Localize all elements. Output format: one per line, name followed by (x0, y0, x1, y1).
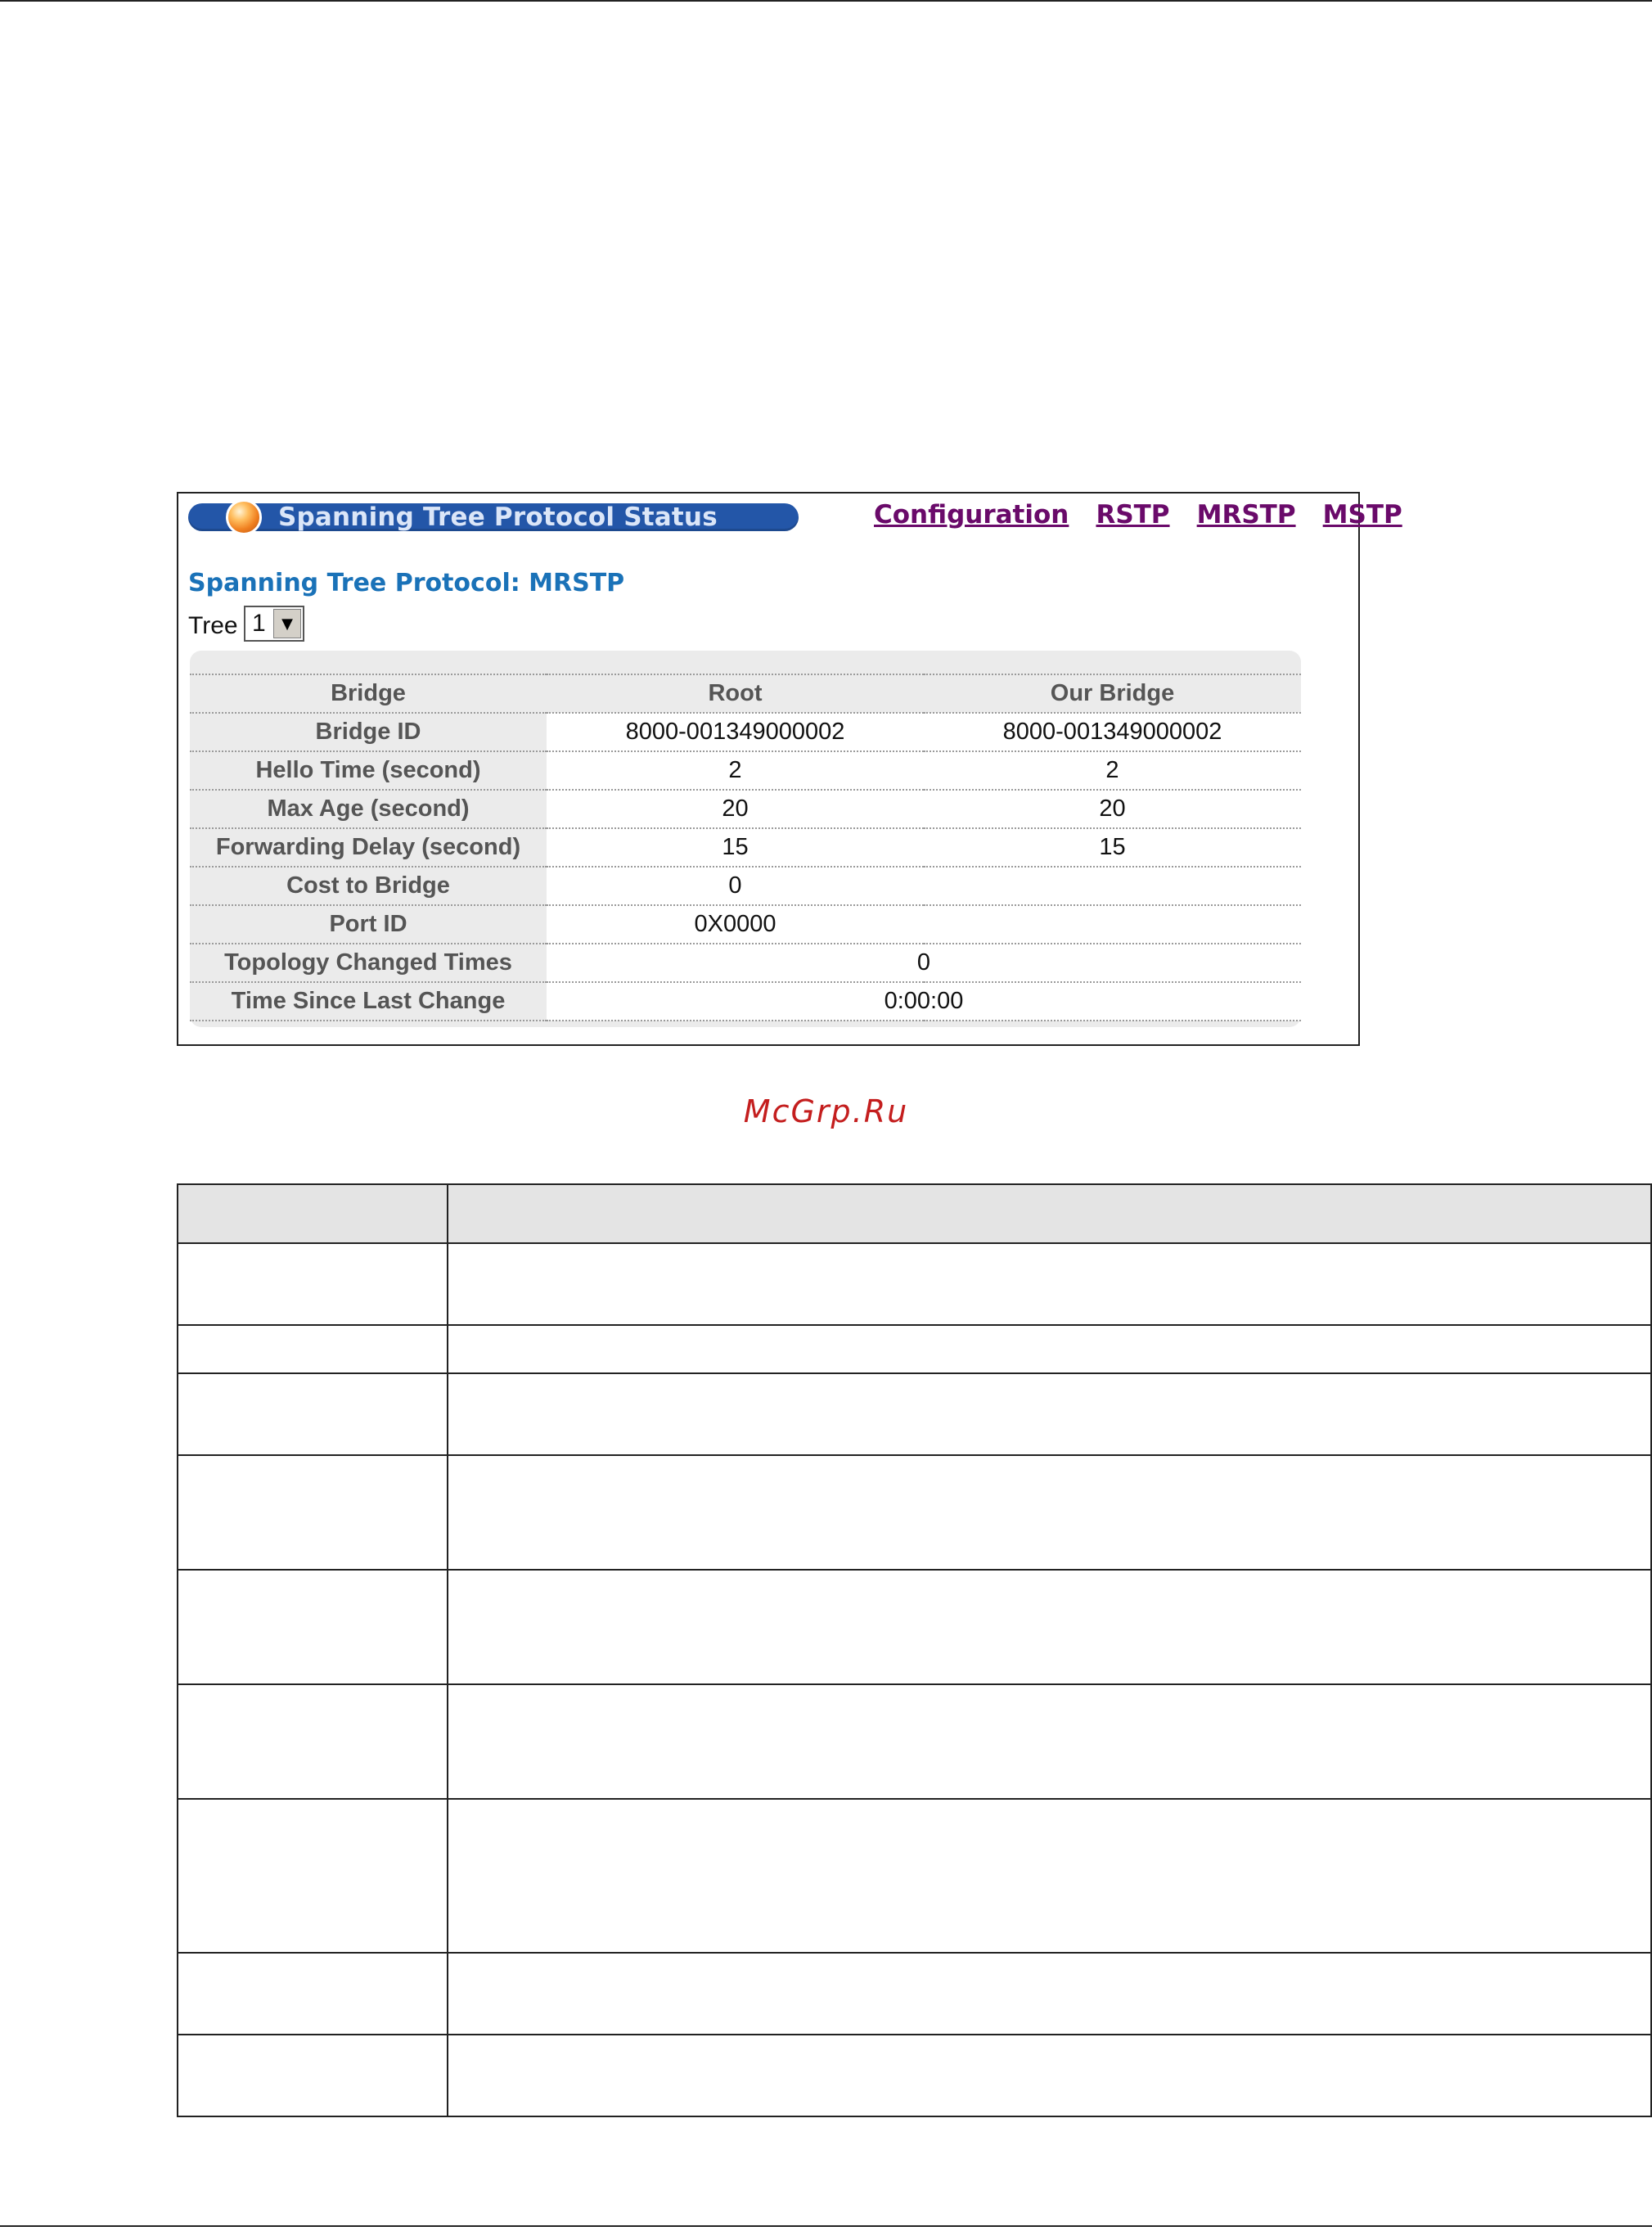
root-value: 0X0000 (547, 905, 924, 944)
our-bridge-value: 15 (924, 828, 1301, 867)
table-cell (178, 1325, 448, 1373)
protocol-heading: Spanning Tree Protocol: MRSTP (188, 569, 625, 597)
table-row (178, 2035, 1651, 2116)
our-bridge-value (924, 867, 1301, 905)
table-row (178, 1953, 1651, 2035)
table-row (190, 905, 1301, 944)
nav-links (874, 500, 1425, 533)
table-row (190, 751, 1301, 790)
link-mstp[interactable]: MSTP (1322, 500, 1402, 530)
table-cell (178, 2035, 448, 2116)
table-cell (178, 1684, 448, 1799)
table-header-row (190, 674, 1301, 713)
table-cell (448, 1953, 1651, 2035)
table-row (190, 982, 1301, 1021)
link-configuration[interactable]: Configuration (874, 500, 1069, 530)
table-header-row (178, 1184, 1651, 1243)
row-label: Forwarding Delay (second) (190, 828, 547, 867)
table-cell (448, 1570, 1651, 1684)
watermark: McGrp.Ru (743, 1093, 909, 1129)
table-row (178, 1243, 1651, 1325)
stp-status-panel (177, 492, 1402, 1046)
table-cell (448, 1455, 1651, 1570)
table-cell (178, 1570, 448, 1684)
table-cell (448, 1325, 1651, 1373)
table-row (178, 1325, 1651, 1373)
table-cell (448, 1684, 1651, 1799)
row-label: Bridge ID (190, 713, 547, 751)
table-cell (448, 1243, 1651, 1325)
root-value: 8000-001349000002 (547, 713, 924, 751)
panel-title: Spanning Tree Protocol Status (278, 503, 718, 532)
tree-label: Tree (188, 612, 238, 639)
table-row (178, 1570, 1651, 1684)
our-bridge-value: 2 (924, 751, 1301, 790)
dropdown-arrow-icon[interactable]: ▼ (273, 609, 301, 638)
bottom-rule (0, 2225, 1652, 2227)
merged-value: 0 (547, 944, 1301, 982)
table-cell (178, 1799, 448, 1953)
root-value: 15 (547, 828, 924, 867)
table-row (190, 944, 1301, 982)
root-value: 20 (547, 790, 924, 828)
row-label: Hello Time (second) (190, 751, 547, 790)
our-bridge-value: 8000-001349000002 (924, 713, 1301, 751)
table-cell (448, 2035, 1651, 2116)
table-cell (178, 1373, 448, 1455)
row-label: Max Age (second) (190, 790, 547, 828)
row-label: Cost to Bridge (190, 867, 547, 905)
table-row (190, 828, 1301, 867)
table-row (190, 713, 1301, 751)
table-cell (178, 1953, 448, 2035)
link-rstp[interactable]: RSTP (1096, 500, 1170, 530)
header-cell (178, 1184, 448, 1243)
status-orb-icon (226, 499, 262, 535)
table-cell (448, 1799, 1651, 1953)
merged-value: 0:00:00 (547, 982, 1301, 1021)
table-cell (178, 1455, 448, 1570)
table-cell (448, 1373, 1651, 1455)
root-value: 2 (547, 751, 924, 790)
title-bar (188, 503, 799, 531)
top-rule (0, 0, 1652, 2)
bridge-status-box (190, 651, 1301, 1027)
row-label: Time Since Last Change (190, 982, 547, 1021)
row-label: Port ID (190, 905, 547, 944)
bridge-status-table (190, 674, 1301, 1021)
table-row (190, 790, 1301, 828)
link-mrstp[interactable]: MRSTP (1196, 500, 1296, 530)
col-header-bridge: Bridge (190, 674, 547, 713)
table-cell (178, 1243, 448, 1325)
tree-select-value: 1 (252, 610, 266, 637)
tree-select[interactable] (244, 606, 304, 642)
table-row (190, 867, 1301, 905)
table-row (178, 1373, 1651, 1455)
col-header-root: Root (547, 674, 924, 713)
description-table (177, 1183, 1652, 2117)
our-bridge-value: 20 (924, 790, 1301, 828)
root-value: 0 (547, 867, 924, 905)
table-row (178, 1684, 1651, 1799)
our-bridge-value (924, 905, 1301, 944)
table-row (178, 1455, 1651, 1570)
header-cell (448, 1184, 1651, 1243)
row-label: Topology Changed Times (190, 944, 547, 982)
table-row (178, 1799, 1651, 1953)
col-header-our-bridge: Our Bridge (924, 674, 1301, 713)
